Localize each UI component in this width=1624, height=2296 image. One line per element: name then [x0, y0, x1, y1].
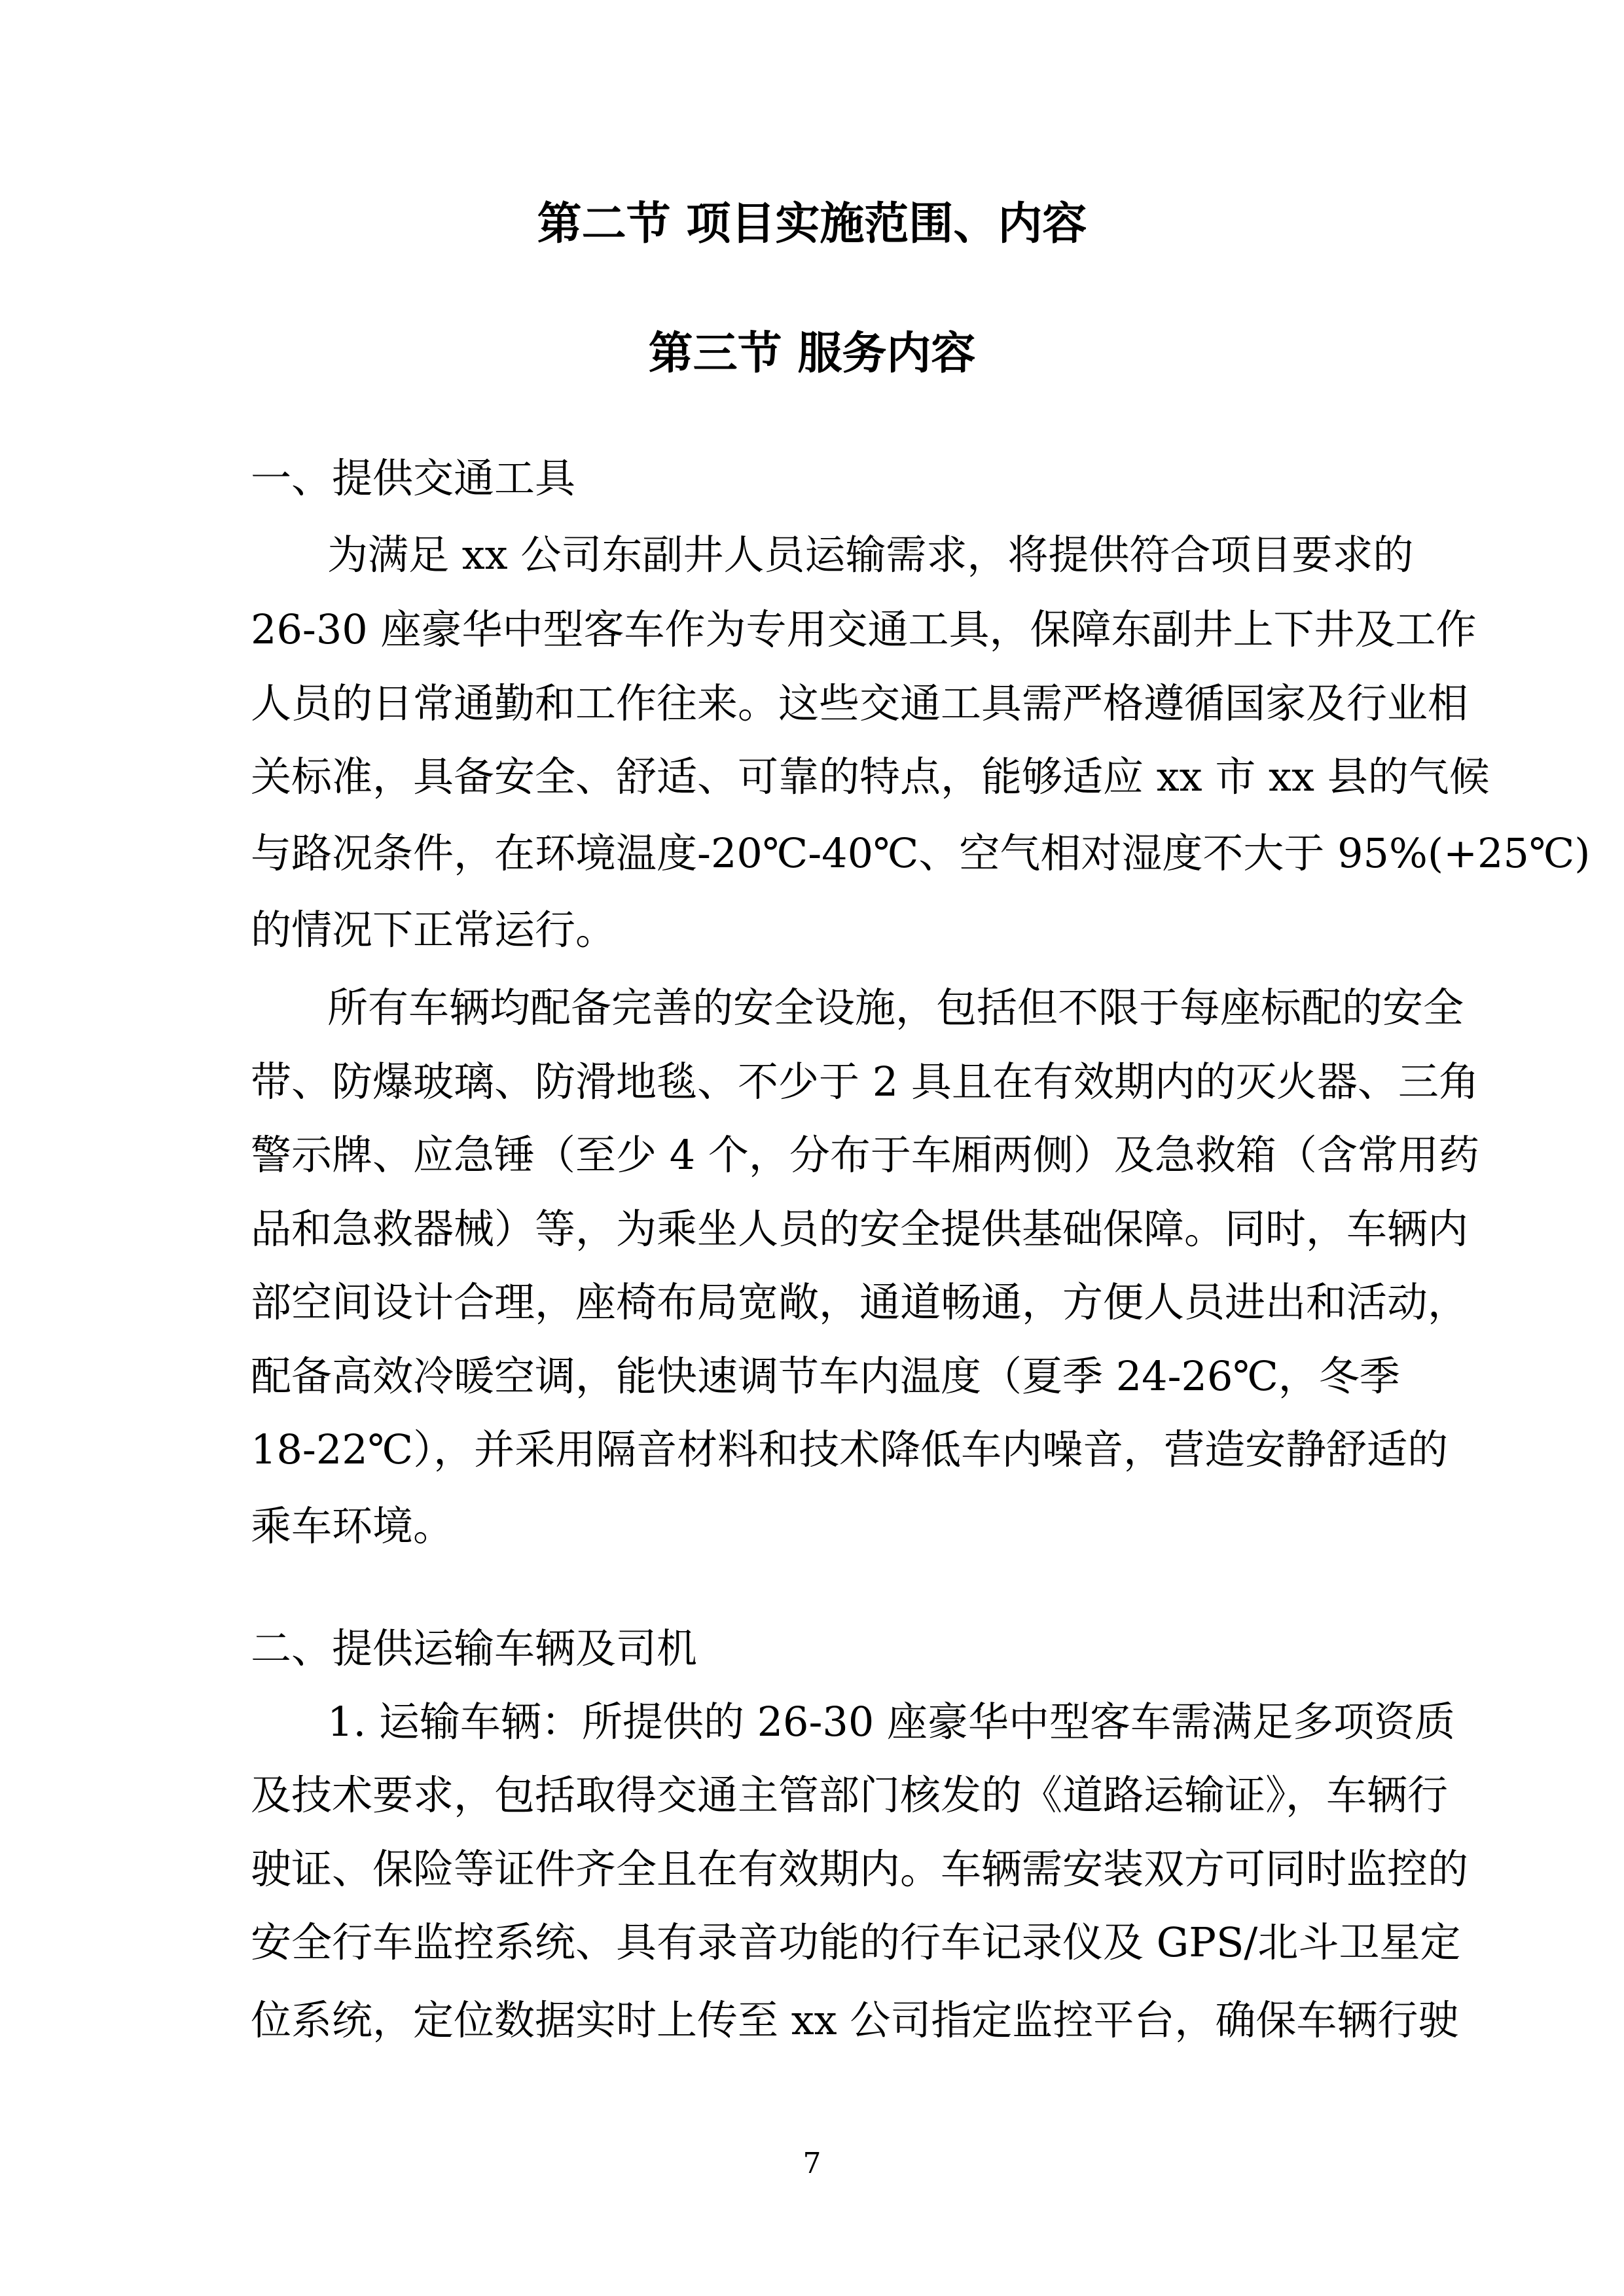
heading-2: 二、提供运输车辆及司机	[251, 1624, 698, 1672]
para1-line: 关标准，具备安全、舒适、可靠的特点，能够适应 xx 市 xx 县的气候	[251, 753, 1490, 800]
para3-line: 安全行车监控系统、具有录音功能的行车记录仪及 GPS/北斗卫星定	[251, 1918, 1461, 1966]
para2-line: 乘车环境。	[251, 1502, 454, 1550]
para2-line: 品和急救器械）等，为乘坐人员的安全提供基础保障。同时，车辆内	[251, 1205, 1469, 1253]
para1-line: 26-30 座豪华中型客车作为专用交通工具，保障东副井上下井及工作	[251, 605, 1477, 653]
para3-line: 位系统，定位数据实时上传至 xx 公司指定监控平台，确保车辆行驶	[251, 1996, 1459, 2044]
para1-line: 的情况下正常运行。	[251, 906, 617, 954]
para2-line: 带、防爆玻璃、防滑地毯、不少于 2 具且在有效期内的灭火器、三角	[251, 1058, 1479, 1105]
para1-line: 为满足 xx 公司东副井人员运输需求，将提供符合项目要求的	[327, 531, 1414, 579]
section-2-title: 第二节 项目实施范围、内容	[537, 198, 1087, 250]
para2-line: 部空间设计合理，座椅布局宽敞，通道畅通，方便人员进出和活动，	[251, 1278, 1469, 1326]
para3-line: 驶证、保险等证件齐全且在有效期内。车辆需安装双方可同时监控的	[251, 1845, 1469, 1893]
para2-line: 配备高效冷暖空调，能快速调节车内温度（夏季 24-26℃，冬季	[251, 1352, 1400, 1400]
para2-line: 警示牌、应急锤（至少 4 个，分布于车厢两侧）及急救箱（含常用药	[251, 1131, 1479, 1179]
para3-line: 1. 运输车辆：所提供的 26-30 座豪华中型客车需满足多项资质	[327, 1698, 1456, 1746]
section-3-title: 第三节 服务内容	[648, 327, 976, 380]
page-number: 7	[803, 2147, 821, 2180]
para2-line: 所有车辆均配备完善的安全设施，包括但不限于每座标配的安全	[327, 984, 1464, 1031]
heading-1: 一、提供交通工具	[251, 454, 576, 502]
para3-line: 及技术要求，包括取得交通主管部门核发的《道路运输证》，车辆行	[251, 1771, 1449, 1819]
para2-line: 18-22℃），并采用隔音材料和技术降低车内噪音，营造安静舒适的	[251, 1426, 1449, 1473]
para1-line: 人员的日常通勤和工作往来。这些交通工具需严格遵循国家及行业相	[251, 679, 1469, 727]
para1-line: 与路况条件，在环境温度-20℃-40℃、空气相对湿度不大于 95%(+25℃)	[251, 829, 1591, 877]
